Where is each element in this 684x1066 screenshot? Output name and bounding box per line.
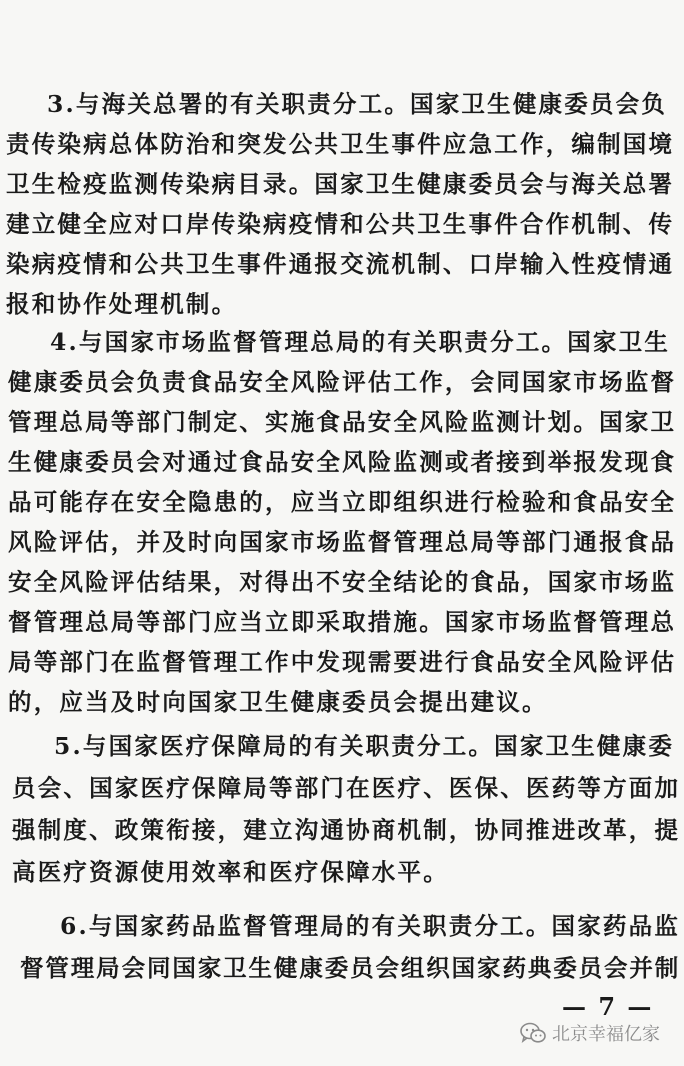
paragraph-4-line-10: 的，应当及时向国家卫生健康委员会提出建议。: [8, 688, 548, 716]
paragraph-3-line-3: 卫生检疫监测传染病目录。国家卫生健康委员会与海关总署: [6, 170, 675, 198]
paragraph-3-line-2: 责传染病总体防治和突发公共卫生事件应急工作，编制国境: [6, 130, 675, 158]
paragraph-4-line-1: 4.与国家市场监督管理总局的有关职责分工。国家卫生: [50, 328, 671, 356]
paragraph-3-line-5: 染病疫情和公共卫生事件通报交流机制、口岸输入性疫情通: [6, 250, 675, 278]
paragraph-3-line-6: 报和协作处理机制。: [6, 290, 238, 318]
wechat-icon: [520, 1022, 546, 1044]
paragraph-5-line-3: 强制度、政策衔接，建立沟通协商机制，协同推进改革，提: [12, 816, 681, 844]
paragraph-4-line-2: 健康委员会负责食品安全风险评估工作，会同国家市场监督: [8, 368, 677, 396]
paragraph-4-line-9: 局等部门在监督管理工作中发现需要进行食品安全风险评估: [8, 648, 677, 676]
paragraph-6-line-1: 6.与国家药品监督管理局的有关职责分工。国家药品监: [60, 912, 681, 940]
paragraph-4-line-8: 督管理总局等部门应当立即采取措施。国家市场监督管理总: [8, 608, 677, 636]
watermark: [520, 1020, 660, 1046]
page-number: — 7 —: [562, 992, 654, 1021]
paragraph-4-line-7: 安全风险评估结果，对得出不安全结论的食品，国家市场监: [8, 568, 677, 596]
paragraph-5-line-4: 高医疗资源使用效率和医疗保障水平。: [12, 858, 449, 886]
paragraph-4-line-4: 生健康委员会对通过食品安全风险监测或者接到举报发现食: [8, 448, 677, 476]
paragraph-4-line-6: 风险评估，并及时向国家市场监督管理总局等部门通报食品: [8, 528, 677, 556]
paragraph-5-line-2: 员会、国家医疗保障局等部门在医疗、医保、医药等方面加: [12, 774, 681, 802]
paragraph-3-line-4: 建立健全应对口岸传染病疫情和公共卫生事件合作机制、传: [6, 210, 675, 238]
paragraph-4-line-5: 品可能存在安全隐患的，应当立即组织进行检验和食品安全: [8, 488, 677, 516]
watermark-text: 北京幸福亿家: [552, 1024, 660, 1045]
paragraph-3-line-1: 3.与海关总署的有关职责分工。国家卫生健康委员会负: [47, 90, 668, 118]
paragraph-6-line-2: 督管理局会同国家卫生健康委员会组织国家药典委员会并制: [20, 954, 681, 982]
paragraph-5-line-1: 5.与国家医疗保障局的有关职责分工。国家卫生健康委: [54, 732, 675, 760]
paragraph-4-line-3: 管理总局等部门制定、实施食品安全风险监测计划。国家卫: [8, 408, 677, 436]
